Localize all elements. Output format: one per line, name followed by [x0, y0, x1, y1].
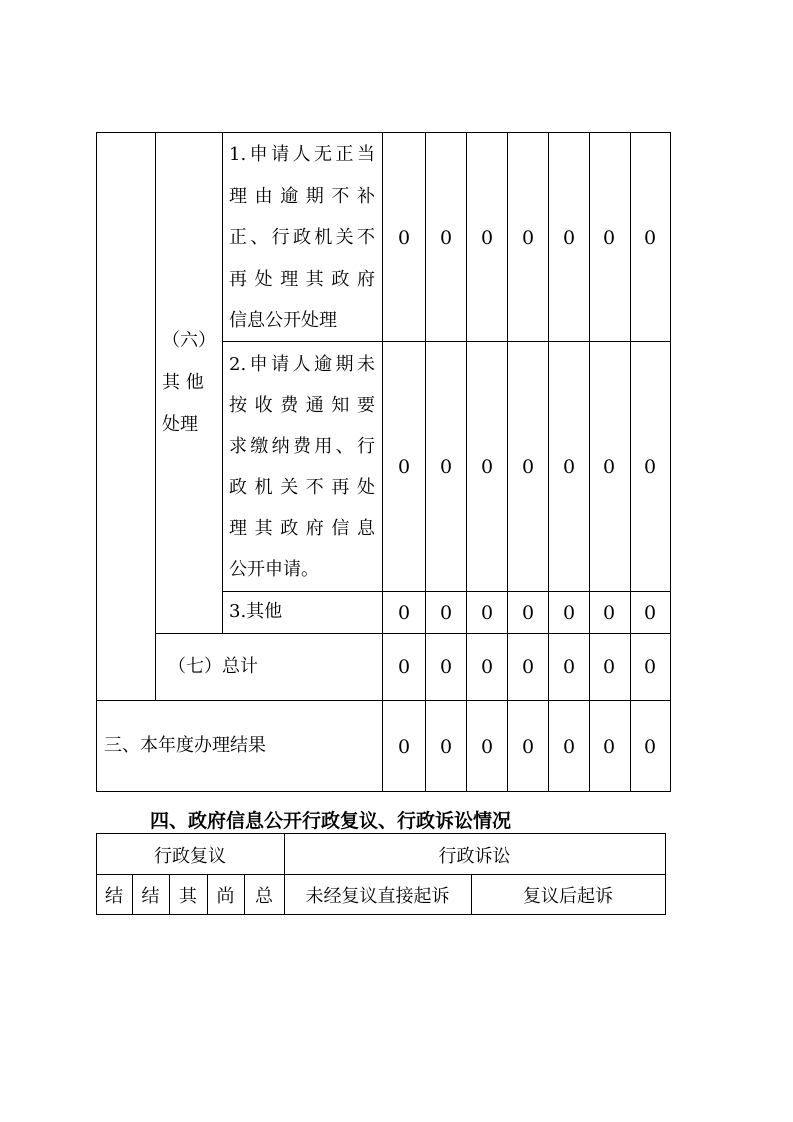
row2-label-line: 理其政府信息: [229, 518, 375, 539]
value-cell: 0: [521, 227, 535, 249]
row1-label-line: 信息公开处理: [229, 310, 337, 331]
value-cell: 0: [480, 227, 494, 249]
value-cell: 0: [397, 227, 411, 249]
litigation-header: 行政诉讼: [438, 846, 511, 867]
after-review-header: 复议后起诉: [523, 886, 613, 907]
value-cell: 0: [439, 602, 453, 624]
value-cell: 0: [602, 736, 616, 758]
value-cell: 0: [562, 736, 576, 758]
group6-label-line1: 其 他: [162, 372, 204, 393]
review-header: 行政复议: [154, 846, 226, 867]
review-col-header: 其: [179, 886, 197, 907]
value-cell: 0: [521, 656, 535, 678]
value-cell: 0: [562, 456, 576, 478]
value-cell: 0: [521, 736, 535, 758]
row2-label-line: 2.申请人逾期未: [229, 354, 375, 375]
value-cell: 0: [521, 602, 535, 624]
value-cell: 0: [643, 227, 657, 249]
value-cell: 0: [397, 456, 411, 478]
value-cell: 0: [562, 227, 576, 249]
value-cell: 0: [562, 656, 576, 678]
value-cell: 0: [602, 656, 616, 678]
review-col-header: 结: [141, 886, 160, 907]
row2-label-line: 求缴纳费用、行: [229, 436, 375, 457]
row1-label-line: 1.申请人无正当: [229, 144, 375, 165]
value-cell: 0: [480, 736, 494, 758]
row1-label-line: 正、行政机关不: [229, 227, 375, 248]
value-cell: 0: [480, 656, 494, 678]
section4-heading: 四、政府信息公开行政复议、行政诉讼情况: [150, 810, 512, 832]
value-cell: 0: [602, 227, 616, 249]
value-cell: 0: [480, 456, 494, 478]
value-cell: 0: [643, 602, 657, 624]
row2-label-line: 政机关不再处: [229, 477, 375, 498]
row3-label: 3.其他: [229, 601, 283, 622]
value-cell: 0: [643, 456, 657, 478]
value-cell: 0: [397, 736, 411, 758]
result-label: 三、本年度办理结果: [104, 735, 266, 756]
value-cell: 0: [397, 602, 411, 624]
review-col-header: 总: [255, 886, 273, 907]
total-label: （七）总计: [168, 656, 258, 677]
value-cell: 0: [643, 736, 657, 758]
review-col-header: 尚: [216, 886, 235, 907]
value-cell: 0: [602, 456, 616, 478]
value-cell: 0: [439, 736, 453, 758]
value-cell: 0: [397, 656, 411, 678]
review-col-header: 结: [105, 886, 123, 907]
value-cell: 0: [439, 456, 453, 478]
row2-label-line: 公开申请。: [229, 559, 319, 580]
value-cell: 0: [602, 602, 616, 624]
direct-suit-header: 未经复议直接起诉: [305, 886, 450, 907]
row1-label-line: 再处理其政府: [229, 269, 375, 290]
value-cell: 0: [480, 602, 494, 624]
group6-label-line2: 处理: [162, 414, 198, 435]
value-cell: 0: [439, 227, 453, 249]
group6-paren: （六）: [162, 330, 216, 351]
row1-label-line: 理由逾期不补: [229, 186, 375, 207]
value-cell: 0: [562, 602, 576, 624]
value-cell: 0: [439, 656, 453, 678]
row2-label-line: 按收费通知要: [229, 395, 375, 416]
value-cell: 0: [521, 456, 535, 478]
value-cell: 0: [643, 656, 657, 678]
